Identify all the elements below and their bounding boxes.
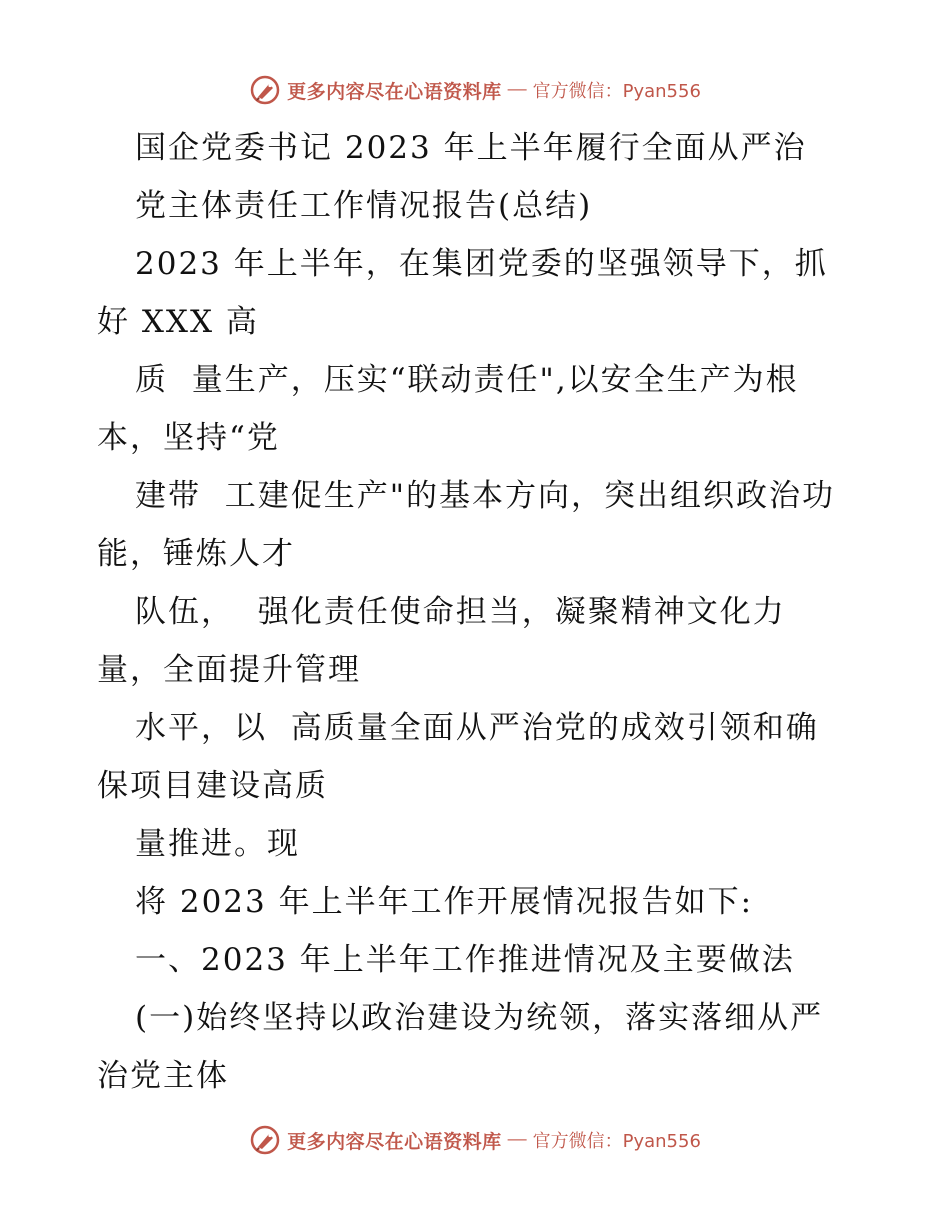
subsection-heading: (一)始终坚持以政治建设为统领，落实落细从严 bbox=[135, 1000, 824, 1036]
subsection-heading-cont: 治党主体 bbox=[97, 1058, 229, 1094]
watermark-site-text: 更多内容尽在心语资料库 bbox=[287, 1130, 502, 1153]
watermark-wechat-text: 官方微信：Pyan556 bbox=[532, 1131, 701, 1152]
paragraph-line: 建带 工建促生产"的基本方向，突出组织政治功 bbox=[135, 478, 835, 514]
header-watermark bbox=[0, 70, 950, 110]
pen-nib-logo-icon bbox=[249, 1124, 281, 1156]
paragraph-line: 保项目建设高质 bbox=[97, 768, 328, 804]
paragraph-line: 队伍， 强化责任使命担当，凝聚精神文化力 bbox=[135, 594, 786, 630]
watermark-dash: — bbox=[507, 79, 527, 100]
paragraph-line: 好 XXX 高 bbox=[97, 304, 259, 340]
paragraph-line: 水平，以 高质量全面从严治党的成效引领和确 bbox=[135, 710, 819, 746]
paragraph-line: 量，全面提升管理 bbox=[97, 652, 361, 688]
paragraph-line: 2023 年上半年，在集团党委的坚强领导下，抓 bbox=[135, 246, 828, 282]
paragraph-line: 将 2023 年上半年工作开展情况报告如下: bbox=[135, 884, 754, 920]
paragraph-line: 量推进。现 bbox=[135, 826, 300, 862]
title-line-1: 国企党委书记 2023 年上半年履行全面从严治 bbox=[135, 130, 807, 166]
title-line-2: 党主体责任工作情况报告(总结) bbox=[135, 188, 593, 224]
paragraph-line: 能，锤炼人才 bbox=[97, 536, 295, 572]
watermark-site-text: 更多内容尽在心语资料库 bbox=[287, 80, 502, 103]
watermark-dash: — bbox=[507, 1129, 527, 1150]
paragraph-line: 质 量生产，压实“联动责任",以安全生产为根 bbox=[135, 362, 799, 398]
footer-watermark bbox=[0, 1120, 950, 1160]
paragraph-line: 本，坚持“党 bbox=[97, 420, 280, 456]
section-heading: 一、2023 年上半年工作推进情况及主要做法 bbox=[135, 942, 795, 978]
pen-nib-logo-icon bbox=[249, 74, 281, 106]
watermark-wechat-text: 官方微信：Pyan556 bbox=[532, 81, 701, 102]
